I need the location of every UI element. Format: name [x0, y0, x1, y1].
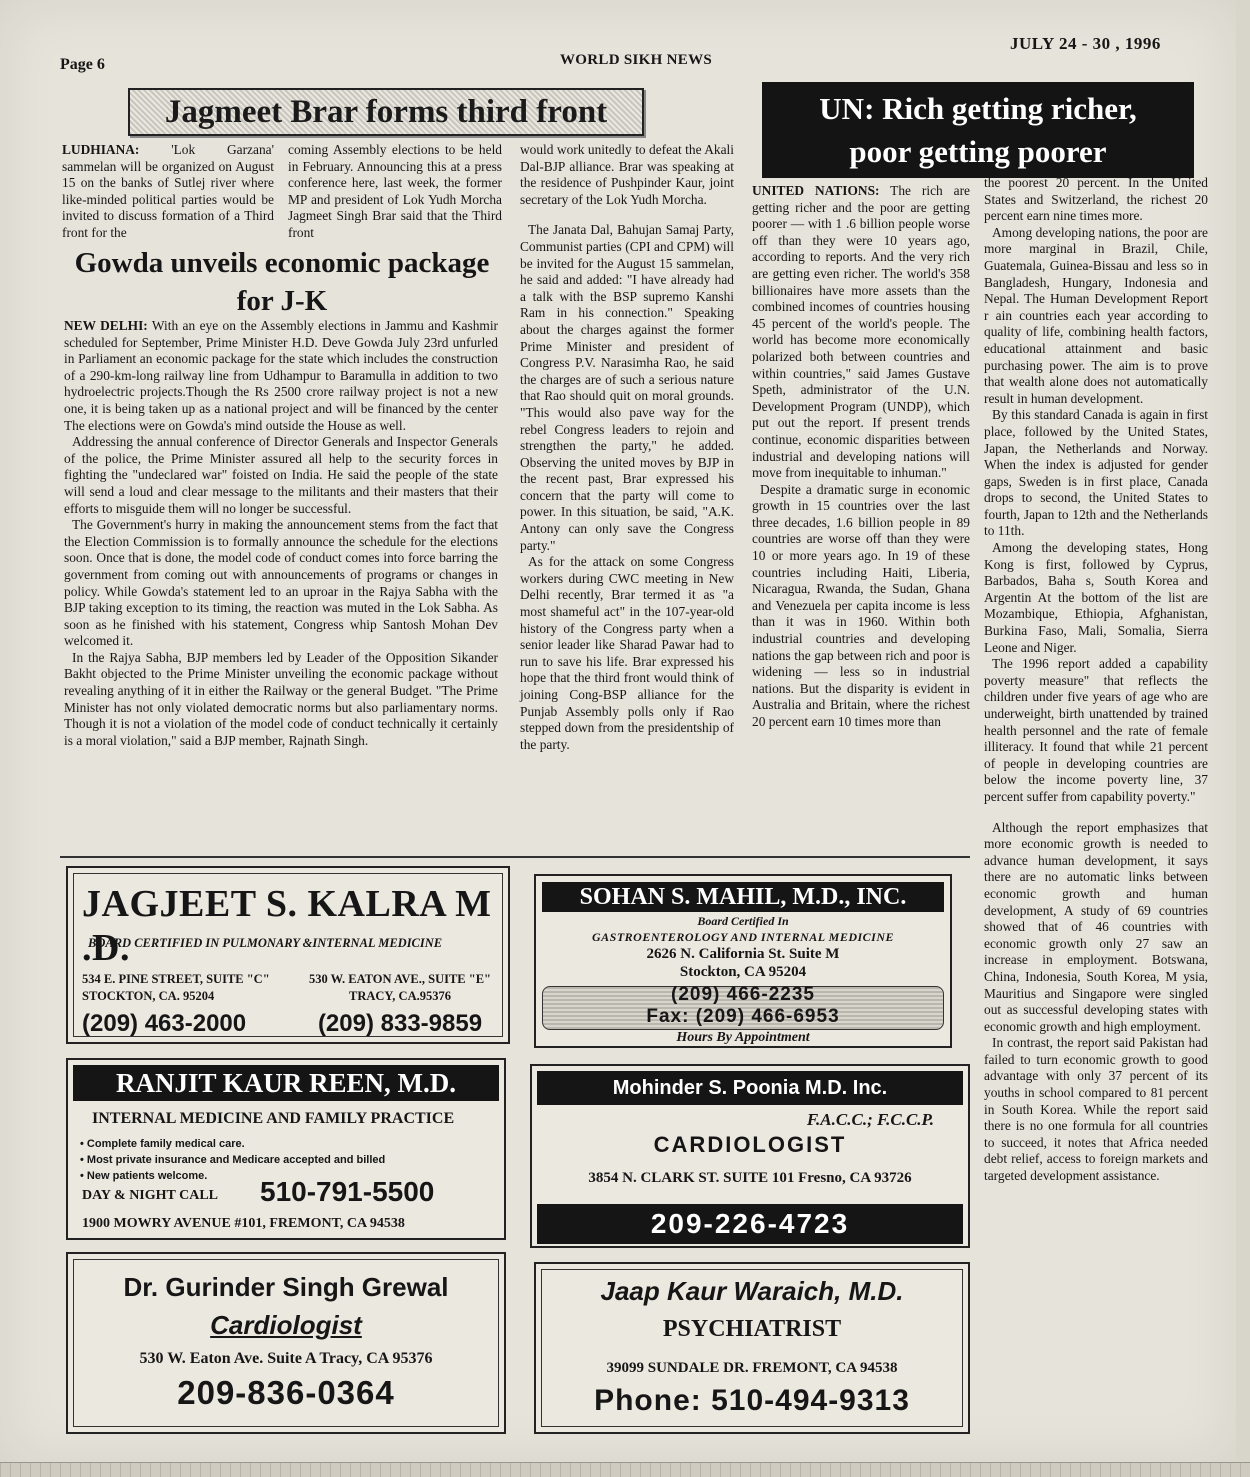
ad-grewal: Dr. Gurinder Singh Grewal Cardiologist 530 W. Eaton Ave. Suite A Tracy, CA 95376 209-836-0364 — [66, 1252, 506, 1434]
phone: Phone: 510-494-9313 — [594, 1384, 910, 1417]
brar-col-3: would work unitedly to defeat the Akali Dal-BJP alliance. Brar was speaking at the residence of Pushpinder Kaur, joint secretary of the Lok Yudh Morcha. The Janata Dal, Bahujan Samaj Party, Communist parties (CPI and CPM) will be invited for the August 15 sammelan, he said and added: "I have already had a talk with the BSP supremo Kanshi Ram in his connection." Speaking about the charges against the former Prime Minister and president of Congress P.V. Narasimha Rao, he said the charges are of such a serious nature that Rao should quit on moral grounds. "This would also pave way for the rebel Congress leaders to rejoin and strengthen the party," he added. Observing the united moves by BJP in the recent past, Brar expressed his concern that the party will come to power. In this situation, be said, "A.K. Antony can only save the Congress party." As for the attack on some Congress workers during CWC meeting in New Delhi recently, Brar termed it as "a most shameful act" in the 107-year-old history of the Congress party when a senior leader like Sharad Pawar had to run to save his life. Brar expressed his hope that the third front would think of joining Cong-BSP alliance for the Punjab Assembly polls only if Rao stepped down from the presidentship of the party. — [520, 142, 734, 752]
ad-board: BOARD CERTIFIED IN PULMONARY &INTERNAL MEDICINE — [88, 936, 443, 950]
issue-date: JULY 24 - 30 , 1996 — [1010, 34, 1161, 53]
ad-mahil: SOHAN S. MAHIL, M.D., INC. Board Certified In GASTROENTEROLOGY AND INTERNAL MEDICINE 2626 N. California St. Suite M Stockton, CA 95204 (209) 466-2235 Fax: (209) 466-6953 Hours By Appointment — [534, 874, 952, 1048]
phone: 209-836-0364 — [177, 1374, 395, 1411]
dateline: LUDHIANA: — [62, 142, 140, 157]
ad-name: Dr. Gurinder Singh Grewal — [123, 1272, 449, 1302]
un-col-1: UNITED NATIONS: The rich are getting richer and the poor are getting poorer — with 1 .6 billion people worse off than they were 10 years ago, according to reports. And the very rich are getting even richer. The world's 358 billionaires have more assets than the combined incomes of countries housing 45 percent of the world's people. The world has become more economically polarized both between countries and within countries," said James Gustave Speth, administrator of the U.N. Development Program (UNDP), which put out the report. If present trends continue, economic disparities between industrial and developing nations will move from inequitable to inhuman." Despite a dramatic surge in economic growth in 15 countries over the last three decades, 1.6 billion people in 89 countries are worse off than they were 10 or more years ago. In 19 of these countries including Haiti, Liberia, Nicaragua, Rwanda, the Sudan, Ghana and Venezuela per capita income is less than it was in 1960. Within both industrial countries and developing nations the gap between rich and poor is widening — less so in industrial nations. But the disparity is evident in Australia and Britain, where the richest 20 percent earn 10 times more than — [752, 183, 970, 729]
phone: (209) 833-9859 — [317, 1010, 483, 1037]
ad-name: Mohinder S. Poonia M.D. Inc. — [612, 1077, 888, 1099]
gowda-body: NEW DELHI: With an eye on the Assembly elections in Jammu and Kashmir scheduled for September, Prime Minister H.D. Deve Gowda July 23rd unfurled in Parliament an economic package for the state which includes the construction of a 290-km-long railway line from Udhampur to Baramulla in addition to two hydroelectric projects.Though the Rs 2500 crore railway project is not a new one, it is being taken up as a national project and will be financed by the center The elections were on Gowda's mind outside the House as well. Addressing the annual conference of Director Generals and Inspector Generals of the police, the Prime Minister assured all help to the security forces in fighting the "undeclared war" foisted on India. He said the people of the state will send a loud and clear message to the militants and their masters that their efforts to misguide them will no longer be successful. The Government's hurry in making the announcement stems from the fact that the Election Commission is to formally announce the schedule for the elections soon. Once that is done, the model code of conduct comes into force barring the government from coming out with announcements of programs or changes in policy. While Gowda's statement led to an uproar in the Rajya Sabha with the BJP taking exception to its timing, the reaction was muted in the Lok Sabha. As soon as he finished with his statement, Congress whip Santosh Mohan Dev welcomed it. In the Rajya Sabha, BJP members led by Leader of the Opposition Sikander Bakht objected to the Prime Minister unveiling the economic package without revealing anything of it in either the Railway or the general Budget. "The Prime Minister has not only violated democratic norms but also parliamentary norms. Though it is not a violation of the model code of conduct technically it certainly is a moral violation," said a BJP member, Rajnath Singh. — [64, 318, 498, 748]
un-col-2: the poorest 20 percent. In the United States and Switzerland, the richest 20 percent earn nine times more. Among developing nations, the poor are more marginal in Brazil, Chile, Guatemala, Guinea-Bissau and less so in Bangladesh, Hungary, Indonesia and Nepal. The Human Development Report r ain countries each year according to quality of life, combining health factors, educational attainment and basic purchasing power. The aim is to prove that wealth alone does not automatically result in human development. By this standard Canada is again in first place, followed by the United States, Japan, the Netherlands and Norway. When the index is adjusted for gender gaps, Sweden is in first place, Canada drops to second, the United States to fourth, Japan to 12th and the Netherlands to 11th. Among the developing states, Hong Kong is first, followed by Cyprus, Barbados, Baha s, South Korea and Argentin At the bottom of the list are Mozambique, Ethiopia, Afghanistan, Burkina Faso, Mali, Somalia, Sierra Leone and Niger. The 1996 report added a capability poverty measure" that reflects the children under five years of age who are underweight, birth unattended by trained health personnel and the rate of female illiteracy. It found that while 21 percent of people in developing countries are below the income poverty line, 37 percent suffer from capability poverty." Although the report emphasizes that more economic growth is needed to advance human development, it says there are no automatic links between economic growth and human development, A study of 69 countries showed that of 46 countries with economic growth only 27 saw an increase in employment. Botswana, China, Indonesia, South Korea, M ysia, Mauritius and Singapore were singled out as successful developing states with economic growth and high employment. In contrast, the report said Pakistan had failed to turn economic growth to good advantage with only 37 percent of its youths in school compared to 81 percent in South Korea. While the report said there is no one formula for all countries to succeed, it notes that Africa needed debt relief, access to foreign markets and targeted development assistance. — [984, 175, 1208, 1184]
page-number: Page 6 — [60, 56, 105, 73]
ad-name: JAGJEET S. KALRA M .D. — [82, 883, 492, 969]
divider — [60, 856, 970, 858]
brar-col-2: coming Assembly elections to be held in February. Announcing this at a press conference here, last week, the former MP and president of Lok Yudh Morcha Jagmeet Singh Brar said that the Third front — [288, 142, 502, 240]
phone: 209-226-4723 — [650, 1208, 850, 1239]
un-headline: UN: Rich getting richer, poor getting poorer — [762, 82, 1194, 178]
ad-poonia: Mohinder S. Poonia M.D. Inc. F.A.C.C.; F.C.C.P. CARDIOLOGIST 3854 N. CLARK ST. SUITE 101 Fresno, CA 93726 209-226-4723 — [530, 1064, 970, 1248]
gowda-headline: Gowda unveils economic package for J-K — [74, 247, 490, 317]
ad-waraich: Jaap Kaur Waraich, M.D. PSYCHIATRIST 39099 SUNDALE DR. FREMONT, CA 94538 Phone: 510-494-9313 — [534, 1262, 970, 1434]
phone: 510-791-5500 — [260, 1176, 435, 1207]
ad-kalra: JAGJEET S. KALRA M .D. BOARD CERTIFIED IN PULMONARY &INTERNAL MEDICINE 534 E. PINE STREET, SUITE "C" STOCKTON, CA. 95204 (209) 463-2000 530 W. EATON AVE., SUITE "E" TRACY, CA.95376 (209) 833-9859 — [66, 866, 510, 1044]
brar-headline: Jagmeet Brar forms third front — [128, 88, 644, 136]
brar-col-1: LUDHIANA: 'Lok Garzana' sammelan will be organized on August 15 on the banks of Sutlej river where like-minded political parties would be invited to discuss formation of a Third front for the — [62, 142, 274, 240]
dateline: NEW DELHI: — [64, 318, 148, 333]
paper-name: WORLD SIKH NEWS — [560, 52, 713, 68]
scanner-ruler — [0, 1462, 1250, 1477]
ad-reen: RANJIT KAUR REEN, M.D. INTERNAL MEDICINE AND FAMILY PRACTICE • Complete family medical care. • Most private insurance and Medicare accepted and billed • New patients welcome. DAY & NIGHT CALL 510-791-5500 1900 MOWRY AVENUE #101, FREMONT, CA 94538 — [66, 1058, 506, 1240]
phone: (209) 466-2235 — [671, 984, 815, 1005]
phone: (209) 463-2000 — [82, 1010, 247, 1037]
ad-name: Jaap Kaur Waraich, M.D. — [600, 1276, 904, 1306]
ad-name: SOHAN S. MAHIL, M.D., INC. — [579, 884, 907, 910]
fax: Fax: (209) 466-6953 — [646, 1006, 840, 1027]
dateline: UNITED NATIONS: — [752, 183, 880, 198]
ad-name: RANJIT KAUR REEN, M.D. — [115, 1068, 457, 1098]
